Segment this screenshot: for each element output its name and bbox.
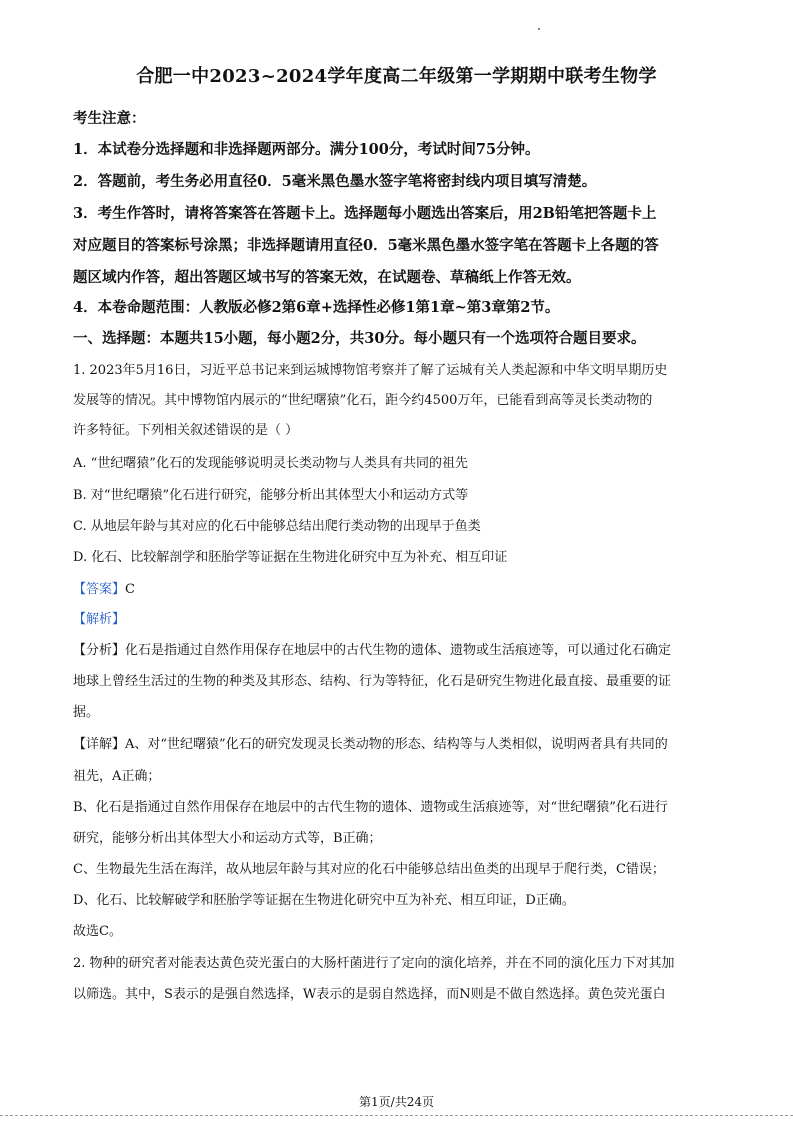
- xiangjie-line-4: 研究，能够分析出其体型大小和运动方式等，B正确；: [73, 831, 382, 846]
- notice-line-3: 3．考生作答时，请将答案答在答题卡上。选择题每小题选出答案后，用2B铅笔把答题卡上: [73, 205, 657, 222]
- fenxi-line-1: [73, 639, 671, 658]
- page-footer: 第1页/共24页: [359, 1095, 434, 1109]
- q1-answer-line: [73, 578, 135, 597]
- q1-option-a: A. “世纪曙猿”化石的发现能够说明灵长类动物与人类具有共同的祖先: [73, 456, 468, 471]
- exam-title: 合肥一中2023~2024学年度高二年级第一学期期中联考生物学: [136, 66, 657, 87]
- xiangjie-line-6: D、化石、比较解破学和胚胎学等证据在生物进化研究中互为补充、相互印证，D正确。: [73, 893, 575, 908]
- xiangjie-text-1: A、对“世纪曙猿”化石的研究发现灵长类动物的形态、结构等与人类相似，说明两者具有共同的: [125, 737, 668, 752]
- section-heading: 一、选择题：本题共15小题，每小题2分，共30分。每小题只有一个选项符合题目要求。: [73, 330, 646, 347]
- q1-stem-line-3: 许多特征。下列相关叙述错误的是（ ）: [73, 423, 299, 438]
- q1-option-c: C. 从地层年龄与其对应的化石中能够总结出爬行类动物的出现早于鱼类: [73, 519, 481, 534]
- q1-option-d: D. 化石、比较解剖学和胚胎学等证据在生物进化研究中互为补充、相互印证: [73, 550, 508, 565]
- answer-tag: 【答案】: [73, 582, 126, 597]
- scan-dot: [538, 28, 540, 30]
- answer-value: C: [125, 582, 135, 597]
- notice-heading: 考生注意：: [73, 110, 146, 127]
- q1-option-b: B. 对“世纪曙猿”化石进行研究，能够分析出其体型大小和运动方式等: [73, 488, 469, 503]
- xiangjie-line-7: 故选C。: [73, 924, 122, 939]
- q1-stem-line-2: 发展等的情况。其中博物馆内展示的“世纪曙猿”化石，距今约4500万年，已能看到高等灵长类动物的: [73, 393, 653, 408]
- notice-line-4: 对应题目的答案标号涂黑；非选择题请用直径0．5毫米黑色墨水签字笔在答题卡上各题的答: [73, 237, 659, 254]
- fenxi-line-3: 据。: [73, 705, 100, 720]
- xiangjie-line-2: 祖先，A正确；: [73, 769, 161, 784]
- notice-line-1: 1．本试卷分选择题和非选择题两部分。满分100分，考试时间75分钟。: [73, 141, 540, 158]
- q2-stem-line-2: 以筛选。其中，S表示的是强自然选择，W表示的是弱自然选择，而N则是不做自然选择。黄色荧光蛋白: [73, 987, 666, 1002]
- xiangjie-line-3: B、化石是指通过自然作用保存在地层中的古代生物的遗体、遗物或生活痕迹等，对“世纪曙猿”化石进行: [73, 800, 668, 815]
- q1-stem-line-1: 1. 2023年5月16日，习近平总书记来到运城博物馆考察并了解了运城有关人类起源和中华文明早期历史: [73, 363, 668, 378]
- analysis-tag: 【解析】: [73, 612, 126, 627]
- xiangjie-tag: 【详解】: [73, 737, 126, 752]
- xiangjie-line-5: C、生物最先生活在海洋，故从地层年龄与其对应的化石中能够总结出鱼类的出现早于爬行类，C错误；: [73, 862, 665, 877]
- footer-rule: [0, 1115, 793, 1116]
- fenxi-line-2: 地球上曾经生活过的生物的种类及其形态、结构、行为等特征，化石是研究生物进化最直接、最重要的证: [73, 674, 672, 689]
- fenxi-text-1: 化石是指通过自然作用保存在地层中的古代生物的遗体、遗物或生活痕迹等，可以通过化石确定: [125, 643, 672, 658]
- xiangjie-line-1: [73, 733, 668, 752]
- q2-stem-line-1: 2. 物种的研究者对能表达黄色荧光蛋白的大肠杆菌进行了定向的演化培养，并在不同的演化压力下对其加: [73, 956, 675, 971]
- notice-line-6: 4．本卷命题范围：人教版必修2第6章+选择性必修1第1章~第3章第2节。: [73, 299, 560, 316]
- fenxi-tag: 【分析】: [73, 643, 126, 658]
- notice-line-2: 2．答题前，考生务必用直径0．5毫米黑色墨水签字笔将密封线内项目填写清楚。: [73, 173, 597, 190]
- notice-line-5: 题区域内作答，超出答题区域书写的答案无效，在试题卷、草稿纸上作答无效。: [73, 269, 581, 286]
